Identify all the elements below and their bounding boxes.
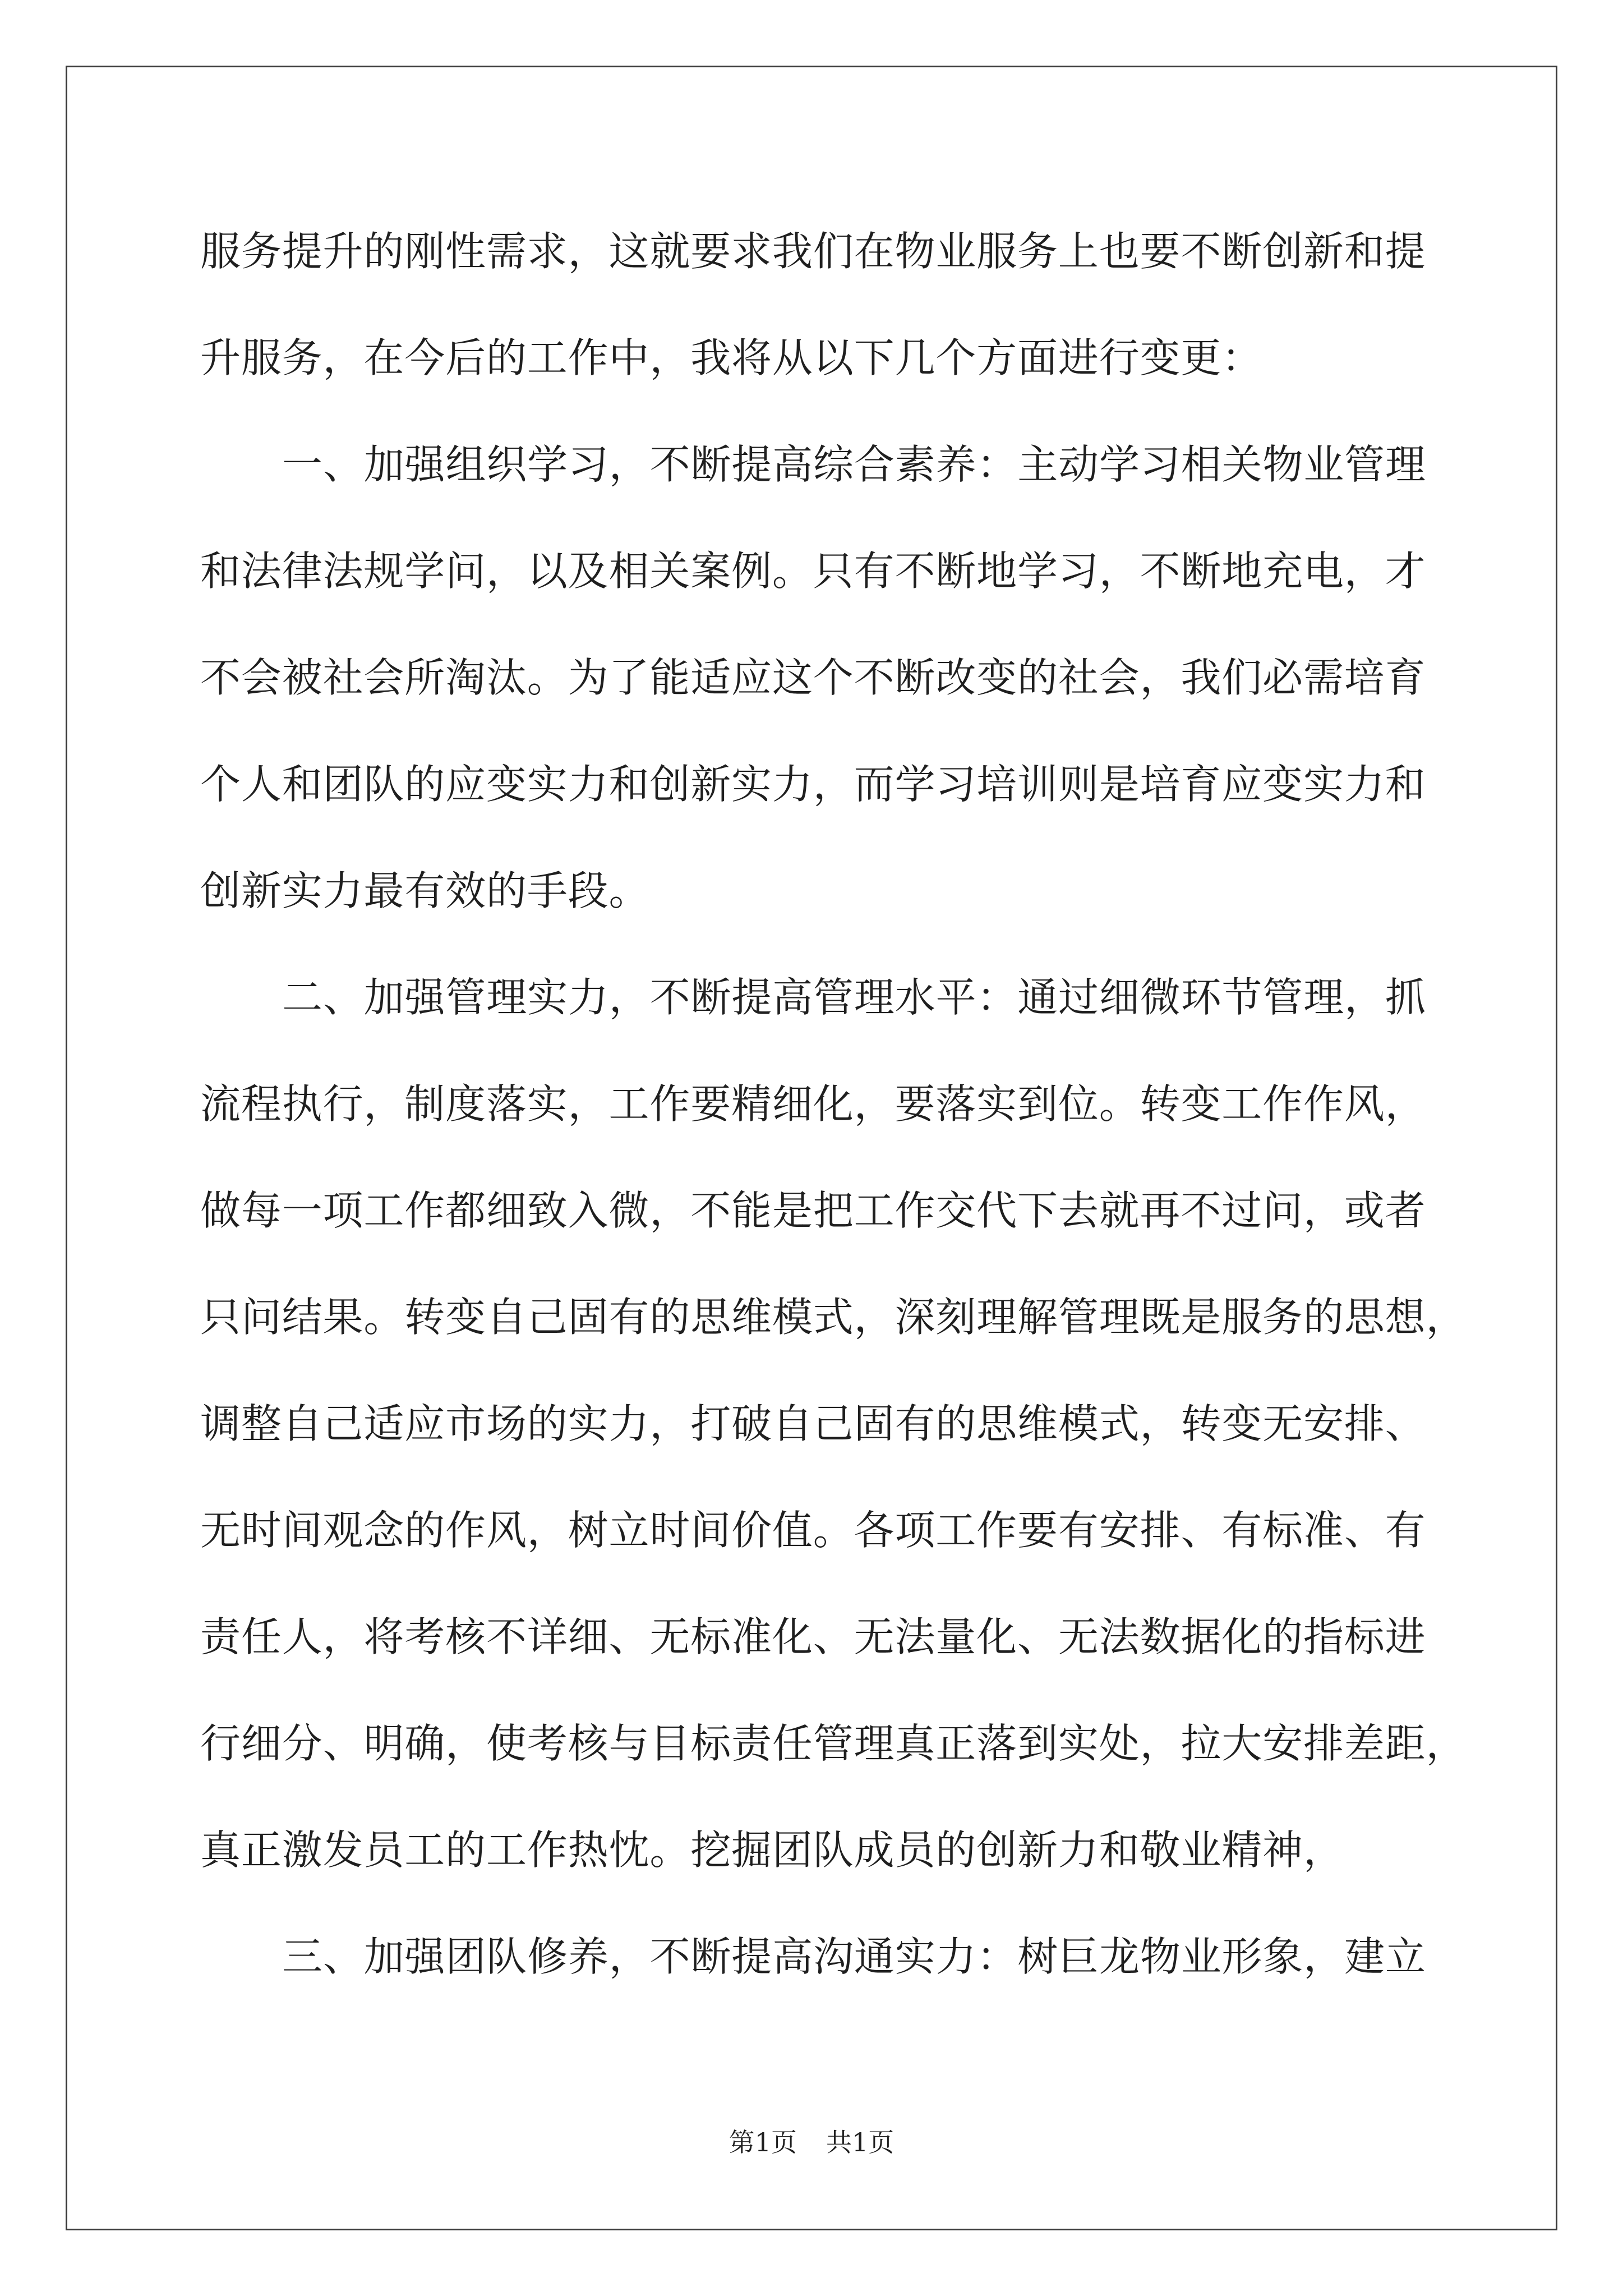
text-line: 一、加强组织学习，不断提高综合素养：主动学习相关物业管理 <box>282 441 1426 488</box>
paragraph-section-two <box>200 944 1490 1903</box>
paragraph-section-three <box>200 1903 1490 2010</box>
text-line: 服务提升的刚性需求，这就要求我们在物业服务上也要不断创新和提 <box>200 228 1426 275</box>
text-line: 二、加强管理实力，不断提高管理水平：通过细微环节管理，抓 <box>282 974 1426 1021</box>
text-line: 责任人，将考核不详细、无标准化、无法量化、无法数据化的指标进 <box>200 1613 1426 1660</box>
text-line: 个人和团队的应变实力和创新实力，而学习培训则是培育应变实力和 <box>200 761 1426 808</box>
paragraph-continued <box>200 198 1490 411</box>
text-line: 调整自己适应市场的实力，打破自己固有的思维模式，转变无安排、 <box>200 1400 1426 1447</box>
page-footer <box>0 2125 1623 2159</box>
text-line: 升服务，在今后的工作中，我将从以下几个方面进行变更： <box>200 334 1263 381</box>
page-number: 第1页 <box>728 2127 797 2157</box>
text-line: 流程执行，制度落实，工作要精细化，要落实到位。转变工作作风， <box>200 1080 1426 1128</box>
text-line: 无时间观念的作风，树立时间价值。各项工作要有安排、有标准、有 <box>200 1507 1426 1554</box>
text-line: 行细分、明确，使考核与目标责任管理真正落到实处，拉大安排差距， <box>200 1720 1467 1767</box>
text-line: 三、加强团队修养，不断提高沟通实力：树巨龙物业形象，建立 <box>282 1933 1426 1980</box>
page-total: 共1页 <box>826 2127 895 2157</box>
document-body <box>200 198 1490 2010</box>
text-line: 只问结果。转变自己固有的思维模式，深刻理解管理既是服务的思想， <box>200 1294 1467 1341</box>
text-line: 创新实力最有效的手段。 <box>200 867 650 914</box>
text-line: 和法律法规学问，以及相关案例。只有不断地学习，不断地充电，才 <box>200 547 1426 595</box>
paragraph-section-one <box>200 411 1490 944</box>
text-line: 真正激发员工的工作热忱。挖掘团队成员的创新力和敬业精神， <box>200 1826 1344 1874</box>
text-line: 做每一项工作都细致入微，不能是把工作交代下去就再不过问，或者 <box>200 1187 1426 1234</box>
text-line: 不会被社会所淘汰。为了能适应这个不断改变的社会，我们必需培育 <box>200 654 1426 701</box>
